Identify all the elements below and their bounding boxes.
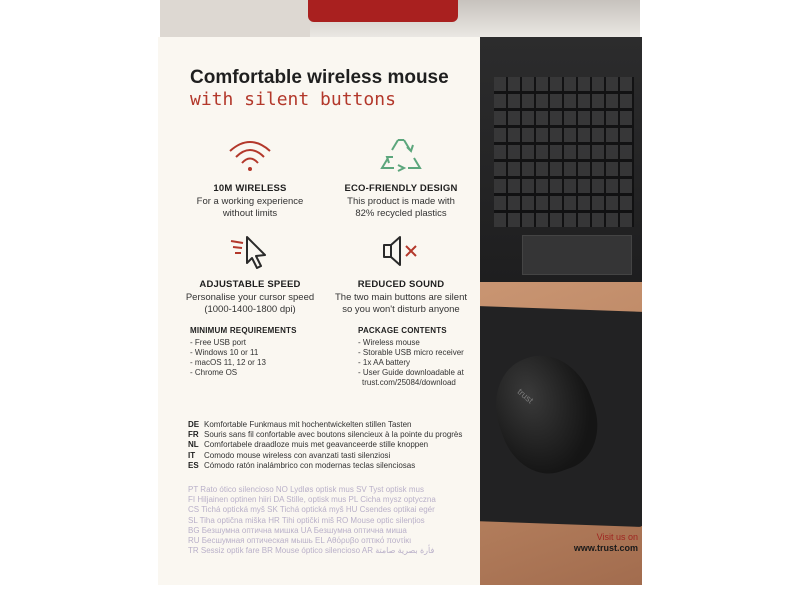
- package-item: - Wireless mouse: [358, 338, 420, 347]
- feature-desc: [175, 196, 325, 220]
- package-item: - 1x AA battery: [358, 358, 411, 367]
- faded-row: CS Tichá optická myš SK Tichá optická myš HU Csendes optikai egér: [188, 505, 435, 515]
- language-code: IT: [188, 450, 196, 460]
- package-flap: [160, 0, 310, 38]
- visit-label: Visit us on: [596, 532, 638, 542]
- feature-line: without limits: [222, 208, 278, 219]
- translation-text: Cómodo ratón inalámbrico con modernas teclas silenciosas: [204, 460, 416, 470]
- faded-row: TR Sessiz optik fare BR Mouse óptico silencioso AR فأرة بصرية صامتة: [188, 546, 435, 556]
- language-code: ES: [188, 460, 199, 470]
- feature-eco: [326, 133, 476, 220]
- feature-title: ECO-FRIENDLY DESIGN: [344, 183, 458, 194]
- feature-desc: [326, 196, 476, 220]
- requirements-title: MINIMUM REQUIREMENTS: [190, 326, 297, 335]
- feature-speed: [175, 229, 325, 316]
- translation-row: [188, 451, 462, 461]
- laptop-image: [480, 37, 642, 282]
- translation-text: Comfortabele draadloze muis met geavanceerde stille knoppen: [204, 440, 429, 450]
- website-link[interactable]: www.trust.com: [573, 543, 638, 553]
- feature-line: (1000-1400-1800 dpi): [204, 304, 296, 315]
- package-contents: [358, 326, 464, 388]
- feature-line: For a working experience: [196, 196, 304, 207]
- laptop-keyboard: [494, 77, 634, 227]
- feature-line: so you won't disturb anyone: [342, 304, 460, 315]
- recycle-icon: [326, 133, 476, 177]
- requirement-item: - Free USB port: [190, 338, 247, 347]
- language-code: NL: [188, 440, 199, 450]
- feature-line: Personalise your cursor speed: [185, 292, 315, 303]
- product-photo: [480, 37, 642, 585]
- minimum-requirements: [190, 326, 297, 378]
- headline-subtitle: with silent buttons: [190, 89, 396, 110]
- translation-row: [188, 430, 462, 440]
- package-top-strip: [160, 0, 640, 38]
- translations-list: [188, 420, 462, 471]
- cursor-icon: [175, 229, 325, 273]
- faded-row: PT Rato ótico silencioso NO Lydløs optisk mus SV Tyst optisk mus: [188, 485, 424, 494]
- requirement-item: - Windows 10 or 11: [190, 348, 259, 357]
- mouse-brand-text: trust: [515, 386, 536, 406]
- faded-row: BG Безшумна оптична мишка UA Безшумна оптична миша: [188, 525, 407, 535]
- translation-row: [188, 420, 462, 430]
- laptop-trackpad: [522, 235, 632, 275]
- feature-title: 10M WIRELESS: [213, 183, 287, 194]
- faded-row: SL Tiha optična miška HR Tihi optički miš RO Mouse optic silențios: [188, 515, 425, 525]
- speaker-mute-icon: [326, 229, 476, 273]
- feature-wireless: [175, 133, 325, 220]
- headline-title: Comfortable wireless mouse: [190, 67, 449, 88]
- feature-sound: [326, 229, 476, 316]
- translation-text: Comodo mouse wireless con avanzati tasti silenziosi: [204, 450, 391, 460]
- requirement-item: - macOS 11, 12 or 13: [190, 358, 266, 367]
- feature-desc: [175, 292, 325, 316]
- feature-title: REDUCED SOUND: [357, 279, 445, 290]
- wifi-icon: [175, 133, 325, 177]
- feature-line: The two main buttons are silent: [334, 292, 467, 303]
- package-item: - User Guide downloadable at: [358, 368, 464, 377]
- feature-desc: [326, 292, 476, 316]
- translation-row: [188, 461, 462, 471]
- translations-faded: [188, 485, 436, 556]
- translation-text: Komfortable Funkmaus mit hochentwickelten stillen Tasten: [204, 420, 412, 429]
- package-red-tab: [308, 0, 458, 22]
- package-item: - Storable USB micro receiver: [358, 348, 464, 357]
- requirement-item: - Chrome OS: [190, 368, 238, 377]
- visit-block: [478, 532, 638, 553]
- language-code: FR: [188, 430, 199, 440]
- package-back: [158, 37, 642, 585]
- feature-title: ADJUSTABLE SPEED: [199, 279, 301, 290]
- feature-line: This product is made with: [347, 196, 455, 207]
- language-code: DE: [188, 420, 200, 429]
- faded-row: FI Hiljainen optinen hiiri DA Stille, optisk mus PL Cicha mysz optyczna: [188, 495, 436, 505]
- translation-row: [188, 440, 462, 450]
- faded-row: RU Бесшумная оптическая мышь EL Αθόρυβο οπτικό ποντίκι: [188, 536, 412, 546]
- feature-line: 82% recycled plastics: [355, 208, 447, 219]
- translation-text: Souris sans fil confortable avec boutons silencieux à la pointe du progrès: [204, 430, 463, 440]
- package-item: trust.com/25084/download: [362, 378, 456, 387]
- package-contents-title: PACKAGE CONTENTS: [358, 326, 447, 335]
